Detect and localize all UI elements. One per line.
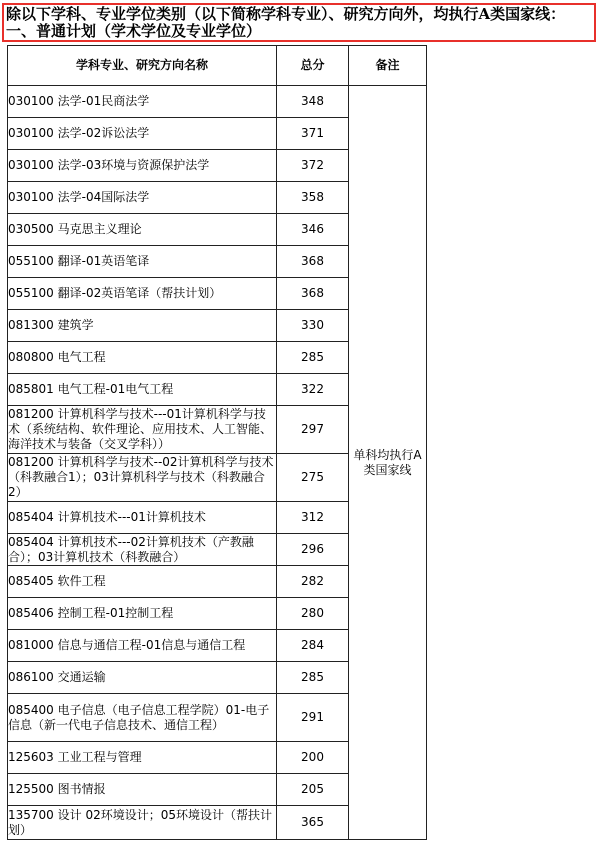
program-name-cell: 055100 翻译-01英语笔译: [8, 246, 277, 278]
total-score-cell: 280: [277, 598, 349, 630]
program-name-cell: 085405 软件工程: [8, 566, 277, 598]
total-score-cell: 358: [277, 182, 349, 214]
program-name-cell: 030100 法学-03环境与资源保护法学: [8, 150, 277, 182]
total-score-cell: 284: [277, 630, 349, 662]
table-header-row: [8, 46, 427, 86]
total-score-cell: 291: [277, 694, 349, 742]
program-name-cell: 081000 信息与通信工程-01信息与通信工程: [8, 630, 277, 662]
program-name-cell: 080800 电气工程: [8, 342, 277, 374]
total-score-cell: 282: [277, 566, 349, 598]
table-body: [8, 86, 427, 840]
column-header-note: 备注: [349, 46, 427, 86]
program-name-cell: 030500 马克思主义理论: [8, 214, 277, 246]
remark-cell: 单科均执行A类国家线: [349, 86, 427, 840]
program-name-cell: 125603 工业工程与管理: [8, 742, 277, 774]
total-score-cell: 205: [277, 774, 349, 806]
total-score-cell: 297: [277, 406, 349, 454]
program-name-cell: 085404 计算机技术---01计算机技术: [8, 502, 277, 534]
total-score-cell: 371: [277, 118, 349, 150]
column-header-score: 总分: [277, 46, 349, 86]
total-score-cell: 348: [277, 86, 349, 118]
program-name-cell: 081200 计算机科学与技术---01计算机科学与技术（系统结构、软件理论、应用技术、人工智能、海洋技术与装备（交叉学科））: [8, 406, 277, 454]
program-name-cell: 086100 交通运输: [8, 662, 277, 694]
total-score-cell: 285: [277, 342, 349, 374]
program-name-cell: 081200 计算机科学与技术--02计算机科学与技术（科教融合1）；03计算机科学与技术（科教融合2）: [8, 454, 277, 502]
total-score-cell: 365: [277, 806, 349, 840]
table-row: [8, 86, 427, 118]
program-name-cell: 030100 法学-02诉讼法学: [8, 118, 277, 150]
total-score-cell: 296: [277, 534, 349, 566]
program-name-cell: 030100 法学-01民商法学: [8, 86, 277, 118]
total-score-cell: 285: [277, 662, 349, 694]
program-name-cell: 085404 计算机技术---02计算机技术（产教融合）；03计算机技术（科教融合）: [8, 534, 277, 566]
total-score-cell: 368: [277, 278, 349, 310]
header-notice: [2, 3, 596, 42]
program-name-cell: 030100 法学-04国际法学: [8, 182, 277, 214]
total-score-cell: 330: [277, 310, 349, 342]
score-table: [7, 45, 427, 840]
total-score-cell: 312: [277, 502, 349, 534]
header-line-1: 除以下学科、专业学位类别（以下简称学科专业）、研究方向外，均执行A类国家线：: [6, 5, 566, 23]
program-name-cell: 085400 电子信息（电子信息工程学院）01-电子信息（新一代电子信息技术、通信工程）: [8, 694, 277, 742]
column-header-name: 学科专业、研究方向名称: [8, 46, 277, 86]
total-score-cell: 368: [277, 246, 349, 278]
program-name-cell: 081300 建筑学: [8, 310, 277, 342]
program-name-cell: 085801 电气工程-01电气工程: [8, 374, 277, 406]
program-name-cell: 055100 翻译-02英语笔译（帮扶计划）: [8, 278, 277, 310]
total-score-cell: 275: [277, 454, 349, 502]
total-score-cell: 322: [277, 374, 349, 406]
total-score-cell: 200: [277, 742, 349, 774]
total-score-cell: 346: [277, 214, 349, 246]
program-name-cell: 135700 设计 02环境设计；05环境设计（帮扶计划）: [8, 806, 277, 840]
total-score-cell: 372: [277, 150, 349, 182]
program-name-cell: 085406 控制工程-01控制工程: [8, 598, 277, 630]
header-line-2: 一、普通计划（学术学位及专业学位）: [6, 22, 262, 40]
program-name-cell: 125500 图书情报: [8, 774, 277, 806]
